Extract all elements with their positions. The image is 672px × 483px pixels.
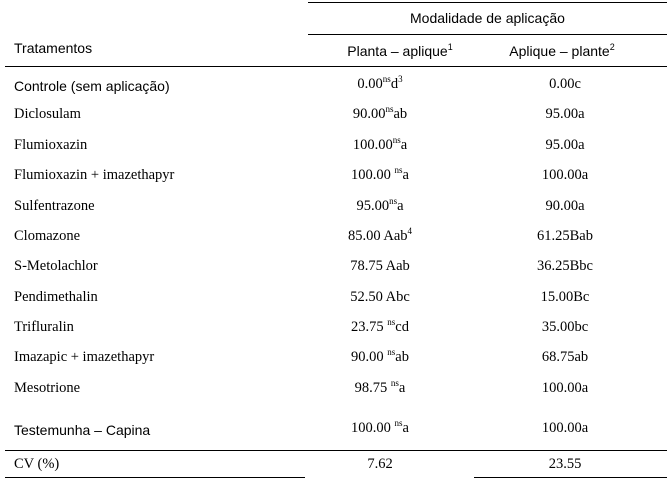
row-value-aplique-plante: 100.00a bbox=[541, 167, 589, 183]
col2-label: Aplique – plante bbox=[509, 43, 610, 59]
value-number: 95.00 bbox=[356, 198, 390, 214]
cv-value-aplique-plante: 23.55 bbox=[548, 456, 582, 472]
row-value-planta-aplique bbox=[310, 137, 450, 154]
row-treatment-name: Imazapic + imazethapyr bbox=[14, 349, 155, 365]
significance-letters: ab bbox=[395, 349, 409, 365]
row-value-aplique-plante: 90.00a bbox=[545, 198, 585, 214]
row-value-aplique-plante: 100.00a bbox=[541, 420, 589, 436]
ns-superscript: ns bbox=[394, 165, 403, 175]
row-value-planta-aplique bbox=[310, 198, 450, 215]
row-value-aplique-plante: 95.00a bbox=[545, 106, 585, 122]
cv-value-planta-aplique: 7.62 bbox=[367, 456, 393, 472]
rule-header-bottom bbox=[5, 66, 667, 67]
value-number: 100.00 bbox=[351, 420, 395, 436]
value-number: 85.00 Aab bbox=[347, 228, 408, 244]
significance-letters: a bbox=[398, 380, 406, 396]
row-value-planta-aplique bbox=[310, 420, 450, 437]
value-number: 0.00 bbox=[357, 76, 383, 92]
rule-top bbox=[308, 2, 667, 3]
row-treatment-name: Controle (sem aplicação) bbox=[14, 78, 170, 94]
col-header-planta-aplique bbox=[305, 43, 495, 59]
value-number: 23.75 bbox=[351, 319, 388, 335]
ns-superscript: ns bbox=[394, 418, 403, 428]
value-number: 78.75 Aab bbox=[350, 258, 410, 274]
col1-label: Planta – aplique bbox=[347, 43, 448, 59]
row-treatment-name: Diclosulam bbox=[14, 106, 81, 122]
row-treatment-name: Flumioxazin + imazethapyr bbox=[14, 167, 175, 183]
rule-cv-top bbox=[5, 450, 667, 451]
significance-letters: cd bbox=[395, 319, 409, 335]
ns-superscript: ns bbox=[390, 378, 399, 388]
significance-letters: a bbox=[397, 198, 404, 214]
rule-bottom-left bbox=[5, 477, 305, 478]
value-number: 90.00 bbox=[351, 349, 388, 365]
cv-label: CV (%) bbox=[14, 456, 60, 472]
row-value-aplique-plante: 35.00bc bbox=[541, 319, 589, 335]
row-treatment-name: Clomazone bbox=[14, 228, 81, 244]
row-value-planta-aplique bbox=[310, 349, 450, 366]
row-treatment-name: Sulfentrazone bbox=[14, 198, 95, 214]
ns-superscript: ns bbox=[387, 347, 396, 357]
row-value-aplique-plante: 36.25Bbc bbox=[537, 258, 593, 274]
row-treatment-name: S-Metolachlor bbox=[14, 258, 98, 274]
row-treatment-name: Trifluralin bbox=[14, 319, 74, 335]
significance-letters: a bbox=[402, 420, 409, 436]
row-value-aplique-plante: 68.75ab bbox=[541, 349, 589, 365]
value-number: 52.50 Abc bbox=[350, 289, 410, 305]
row-value-planta-aplique bbox=[310, 106, 450, 123]
rule-bottom-right bbox=[474, 477, 667, 478]
ns-superscript: ns bbox=[382, 74, 391, 84]
row-value-planta-aplique bbox=[310, 319, 450, 336]
row-value-aplique-plante: 95.00a bbox=[545, 137, 585, 153]
footnote-superscript: 3 bbox=[398, 74, 403, 84]
value-number: 100.00 bbox=[351, 167, 395, 183]
row-value-planta-aplique bbox=[310, 380, 450, 397]
col-header-aplique-plante bbox=[482, 43, 642, 59]
ns-superscript: ns bbox=[392, 135, 401, 145]
ns-superscript: ns bbox=[387, 317, 396, 327]
group-header: Modalidade de aplicação bbox=[410, 10, 565, 26]
row-treatment-name: Flumioxazin bbox=[14, 137, 88, 153]
significance-letters: a bbox=[402, 167, 409, 183]
row-value-aplique-plante: 0.00c bbox=[549, 76, 581, 92]
significance-letters: a bbox=[400, 137, 408, 153]
significance-letters: d bbox=[390, 76, 399, 92]
row-value-aplique-plante: 15.00Bc bbox=[540, 289, 590, 305]
row-value-planta-aplique bbox=[310, 167, 450, 184]
ns-superscript: ns bbox=[389, 196, 398, 206]
row-value-aplique-plante: 100.00a bbox=[541, 380, 589, 396]
value-number: 98.75 bbox=[354, 380, 391, 396]
row-value-planta-aplique bbox=[310, 289, 450, 306]
row-treatment-name: Pendimethalin bbox=[14, 289, 98, 305]
ns-superscript: ns bbox=[385, 104, 394, 114]
row-treatment-name: Testemunha – Capina bbox=[14, 422, 151, 438]
row-value-planta-aplique bbox=[310, 228, 450, 245]
row-value-planta-aplique bbox=[310, 258, 450, 275]
footnote-superscript: 4 bbox=[407, 226, 413, 236]
row-treatment-name: Mesotrione bbox=[14, 380, 81, 396]
value-number: 100.00 bbox=[352, 137, 393, 153]
rule-group-header bbox=[308, 34, 667, 35]
col2-footnote: 2 bbox=[609, 42, 615, 52]
col1-footnote: 1 bbox=[447, 42, 453, 52]
col-header-treatments: Tratamentos bbox=[14, 40, 93, 56]
row-value-planta-aplique bbox=[310, 76, 450, 93]
significance-letters: ab bbox=[393, 106, 408, 122]
row-value-aplique-plante: 61.25Bab bbox=[537, 228, 593, 244]
value-number: 90.00 bbox=[352, 106, 386, 122]
